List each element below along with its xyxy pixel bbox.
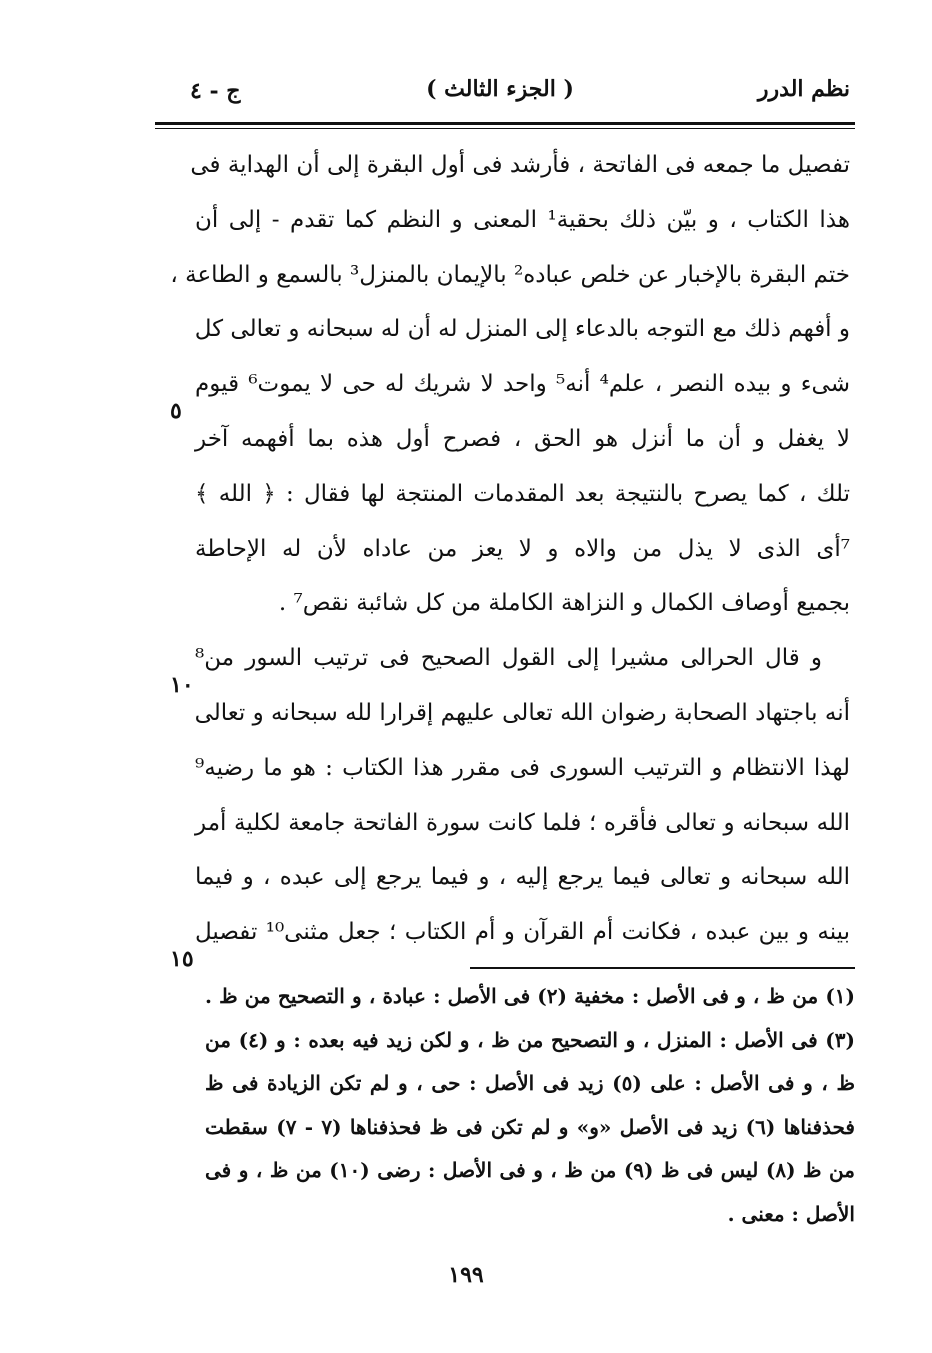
footnote-line: فحذفناها (٦) زيد فى الأصل «و» و لم تكن فى ظ فحذفناها (٧ - ٧) سقطت — [205, 1114, 855, 1139]
footnote-line: ظ ، و فى الأصل : على (٥) زيد فى الأصل : حى ، و لم تكن الزيادة فى ظ — [205, 1071, 855, 1095]
footnote-line: (١) من ظ ، و فى الأصل : مخفية (٢) فى الأصل : عبادة ، و التصحيح من ظ . — [205, 984, 856, 1008]
text-line: بجميع أوصاف الكمال و النزاهة الكاملة من كل شائبة نقص⁷ . — [278, 590, 850, 617]
line-number: ١٠ — [170, 672, 194, 698]
text-line: لهذا الانتظام و الترتيب السورى فى مقرر هذا الكتاب : هو ما رضيه⁹ — [195, 754, 850, 781]
running-title: نظم الدرر — [757, 76, 850, 102]
line-number: ١٥ — [170, 946, 194, 972]
text-line: هذا الكتاب ، و بيّن ذلك بحقية¹ المعنى و النظم كما تقدم - إلى أن — [195, 206, 851, 233]
text-line: تلك ، كما يصرح بالنتيجة بعد المقدمات المنتجة لها فقال : ﴿ الله ﴾ — [195, 480, 850, 507]
text-line: الله سبحانه و تعالى فيما يرجع إليه ، و فيما يرجع إلى عبده ، و فيما — [195, 864, 850, 891]
header-rule-thick — [155, 122, 855, 125]
footnotes — [205, 975, 855, 1236]
footnote-line: من ظ (٨) ليس فى ظ (٩) من ظ ، و فى الأصل : رضى (١٠) من ظ ، و فى — [205, 1158, 855, 1182]
text-line: الله سبحانه و تعالى فأقره ؛ فلما كانت سورة الفاتحة جامعة لكلية أمر — [195, 809, 850, 836]
text-line: لا يغفل و أن ما أنزل هو الحق ، فصرح أول هذه بما أفهمه آخر — [195, 425, 850, 452]
page-number: ١٩٩ — [448, 1262, 484, 1288]
text-line: و أفهم ذلك مع التوجه بالدعاء إلى المنزل له أن له سبحانه و تعالى كل — [194, 316, 850, 343]
page-header — [150, 76, 850, 116]
text-line: ختم البقرة بالإخبار عن خلص عباده² بالإيمان بالمنزل³ بالسمع و الطاعة ، — [170, 261, 850, 288]
text-line: شىء و بيده النصر ، علم⁴ أنه⁵ واحد لا شريك له حى لا يموت⁶ قيوم — [195, 371, 850, 398]
text-line: بينه و بين عبده ، فكانت أم القرآن و أم الكتاب ؛ جعل مثنى¹⁰ تفصيل — [195, 919, 850, 946]
text-line: تفصيل ما جمعه فى الفاتحة ، فأرشد فى أول البقرة إلى أن الهداية فى — [190, 152, 850, 178]
header-rule-thin — [155, 128, 855, 129]
line-number: ٥ — [170, 398, 182, 424]
footnote-line: الأصل : معنى . — [727, 1201, 855, 1226]
text-line: و قال الحرالى مشيرا إلى القول الصحيح فى ترتيب السور من⁸ — [195, 645, 822, 672]
footnote-rule — [470, 967, 855, 969]
text-line: أنه باجتهاد الصحابة رضوان الله تعالى عليهم إقرارا لله سبحانه و تعالى — [194, 699, 850, 726]
footnote-line: (٣) فى الأصل : المنزل ، و التصحيح من ظ ، و لكن زيد فيه بعده : و (٤) من — [205, 1027, 855, 1052]
volume-label: ج - ٤ — [190, 78, 241, 104]
part-label: ( الجزء الثالث ) — [426, 76, 574, 102]
text-line: ⁷أى الذى لا يذل من والاه و لا يعز من عاداه لأن له الإحاطة — [195, 535, 850, 562]
